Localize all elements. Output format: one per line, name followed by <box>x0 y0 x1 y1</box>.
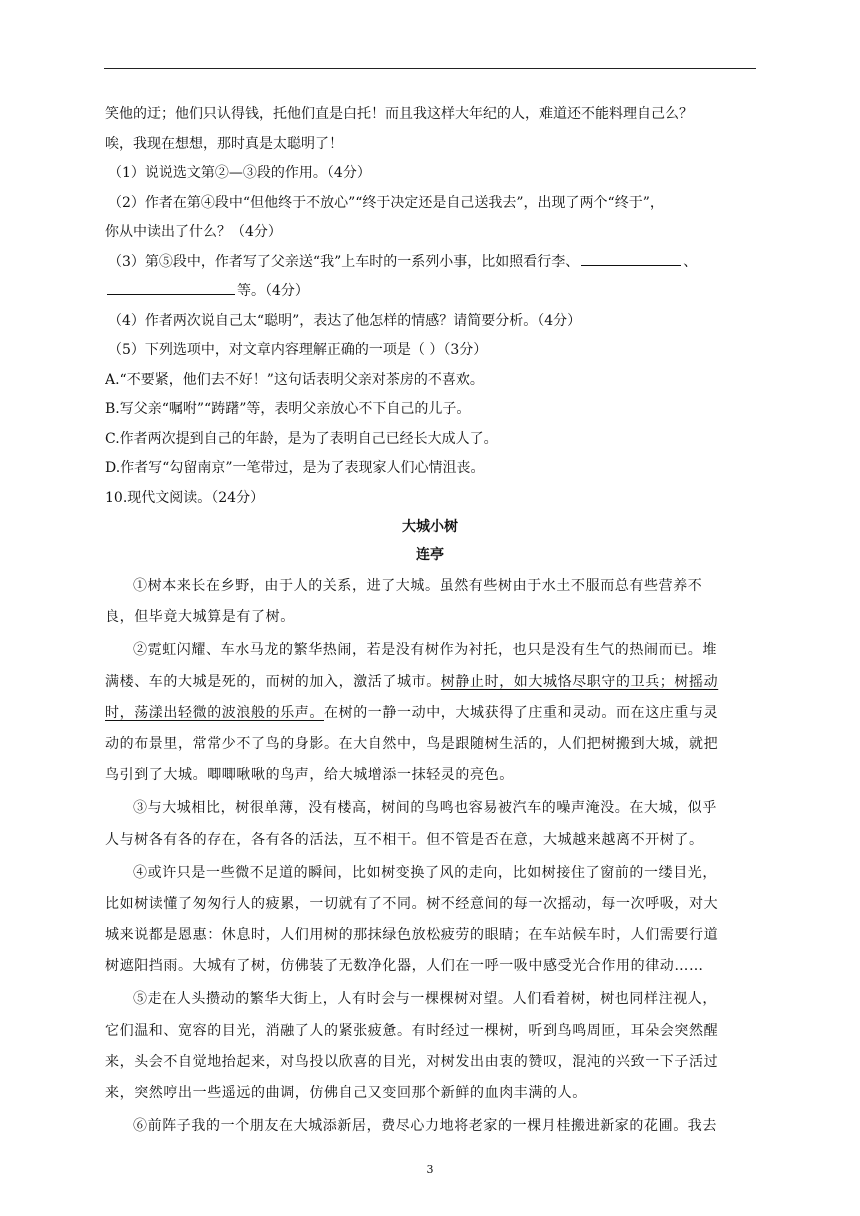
paragraph-text: 满楼、车的大城是死的，而树的加入，激活了城市。 <box>105 673 441 690</box>
paragraph-line: 城来说都是恩惠：休息时，人们用树的那抹绿色放松疲劳的眼睛；在车站候车时，人们需要行道 <box>105 927 719 944</box>
paragraph-line: 来，头会不自觉地抬起来，对鸟投以欣喜的目光，对树发出由衷的赞叹，混沌的兴致一下子活过 <box>105 1053 719 1070</box>
paragraph-line: ②霓虹闪耀、车水马龙的繁华热闹，若是没有树作为衬托，也只是没有生气的热闹而已。堆 <box>133 642 717 659</box>
paragraph-line: ③与大城相比，树很单薄，没有楼高，树间的鸟鸣也容易被汽车的噪声淹没。在大城，似乎 <box>133 800 717 817</box>
paragraph-line: ④或许只是一些微不足道的瞬间，比如树变换了风的走向，比如树接住了窗前的一缕目光， <box>133 864 717 881</box>
question-1: （1）说说选文第②—③段的作用。（4分） <box>108 165 371 181</box>
paragraph-5 <box>105 984 755 1109</box>
paragraph-line: 动的布景里，常常少不了鸟的身影。在大自然中，鸟是跟随树生活的，人们把树搬到大城，就把 <box>105 735 719 752</box>
blank-separator: 、 <box>683 253 698 270</box>
paragraph-line: 树遮阳挡雨。大城有了树，仿佛装了无数净化器，人们在一呼一吸中感受光合作用的律动…… <box>105 958 704 975</box>
paragraph-line: ⑤走在人头攒动的繁华大街上，人有时会与一棵棵树对望。人们看着树，树也同样注视人， <box>133 991 717 1008</box>
option-d: D.作者写“勾留南京”一笔带过，是为了表现家人们心情沮丧。 <box>105 460 485 476</box>
answer-blank[interactable] <box>107 280 235 295</box>
option-c: C.作者两次提到自己的年龄，是为了表明自己已经长大成人了。 <box>105 430 498 447</box>
option-a: A.“不要紧，他们去不好！”这句话表明父亲对茶房的不喜欢。 <box>105 371 484 388</box>
paragraph-2 <box>105 635 755 791</box>
article-title: 大城小树 <box>402 519 458 535</box>
question-3-text: （3）第⑤段中，作者写了父亲送“我”上车时的一系列小事，比如照看行李、 <box>108 253 580 270</box>
paragraph-line: 来，突然哼出一些遥远的曲调，仿佛自己又变回那个新鲜的血肉丰满的人。 <box>105 1085 587 1101</box>
paragraph-line: 良，但毕竟大城算是有了树。 <box>105 609 295 626</box>
option-b: B.写父亲“嘱咐”“踌躇”等，表明父亲放心不下自己的儿子。 <box>105 401 471 417</box>
paragraph-6 <box>105 1111 755 1142</box>
underlined-sentence: 树静止时，如大城恪尽职守的卫兵；树摇动 <box>440 673 719 690</box>
answer-blank[interactable] <box>581 251 681 266</box>
paragraph-line: 鸟引到了大城。唧唧啾啾的鸟声，给大城增添一抹轻灵的亮色。 <box>105 767 514 784</box>
intro-line: 唉，我现在想想，那时真是太聪明了！ <box>105 135 343 152</box>
paragraph-4 <box>105 858 755 983</box>
header-rule <box>104 68 756 69</box>
question-3-line-1 <box>105 248 755 278</box>
paragraph-1 <box>105 571 755 633</box>
section-heading: 10.现代文阅读。（24分） <box>105 489 265 506</box>
paragraph-line: 人与树各有各的存在，各有各的活法，互不相干。但不管是否在意，大城越来越离不开树了。 <box>105 831 704 848</box>
article-author: 连亭 <box>416 547 444 563</box>
question-3-line-2 <box>105 277 755 307</box>
paragraph-line: ⑥前阵子我的一个朋友在大城添新居，费尽心力地将老家的一棵月桂搬进新家的花圃。我去 <box>133 1118 717 1135</box>
paragraph-3 <box>105 793 755 855</box>
paragraph-line: 它们温和、宽容的目光，消融了人的紧张疲惫。有时经过一棵树，听到鸟鸣周匝，耳朵会突然醒 <box>105 1022 719 1039</box>
question-5: （5）下列选项中，对文章内容理解正确的一项是（ ）（3分） <box>108 342 488 358</box>
paragraph-line: 比如树读懂了匆匆行人的疲累，一切就有了不同。树不经意间的每一次摇动，每一次呼吸，对大 <box>105 895 719 912</box>
page-content <box>105 100 755 1142</box>
question-2-line-1: （2）作者在第④段中“但他终于不放心”“终于决定还是自己送我去”，出现了两个“终于”， <box>108 194 664 211</box>
intro-line: 笑他的迂；他们只认得钱，托他们直是白托！而且我这样大年纪的人，难道还不能料理自己么？ <box>105 106 693 122</box>
paragraph-text: 在树的一静一动中，大城获得了庄重和灵动。而在这庄重与灵 <box>324 704 719 721</box>
paragraph-line <box>105 667 755 698</box>
page-number: 3 <box>426 1163 434 1176</box>
question-2-line-2: 你从中读出了什么？（4分） <box>105 224 282 240</box>
paragraph-line <box>105 698 755 729</box>
paragraph-line: ①树本来长在乡野，由于人的关系，进了大城。虽然有些树由于水土不服而总有些营养不 <box>133 578 703 594</box>
question-4: （4）作者两次说自己太“聪明”，表达了他怎样的情感？请简要分析。（4分） <box>108 312 582 329</box>
underlined-sentence: 时，荡漾出轻微的波浪般的乐声。 <box>105 704 324 721</box>
question-3-tail: 等。（4分） <box>237 283 309 299</box>
